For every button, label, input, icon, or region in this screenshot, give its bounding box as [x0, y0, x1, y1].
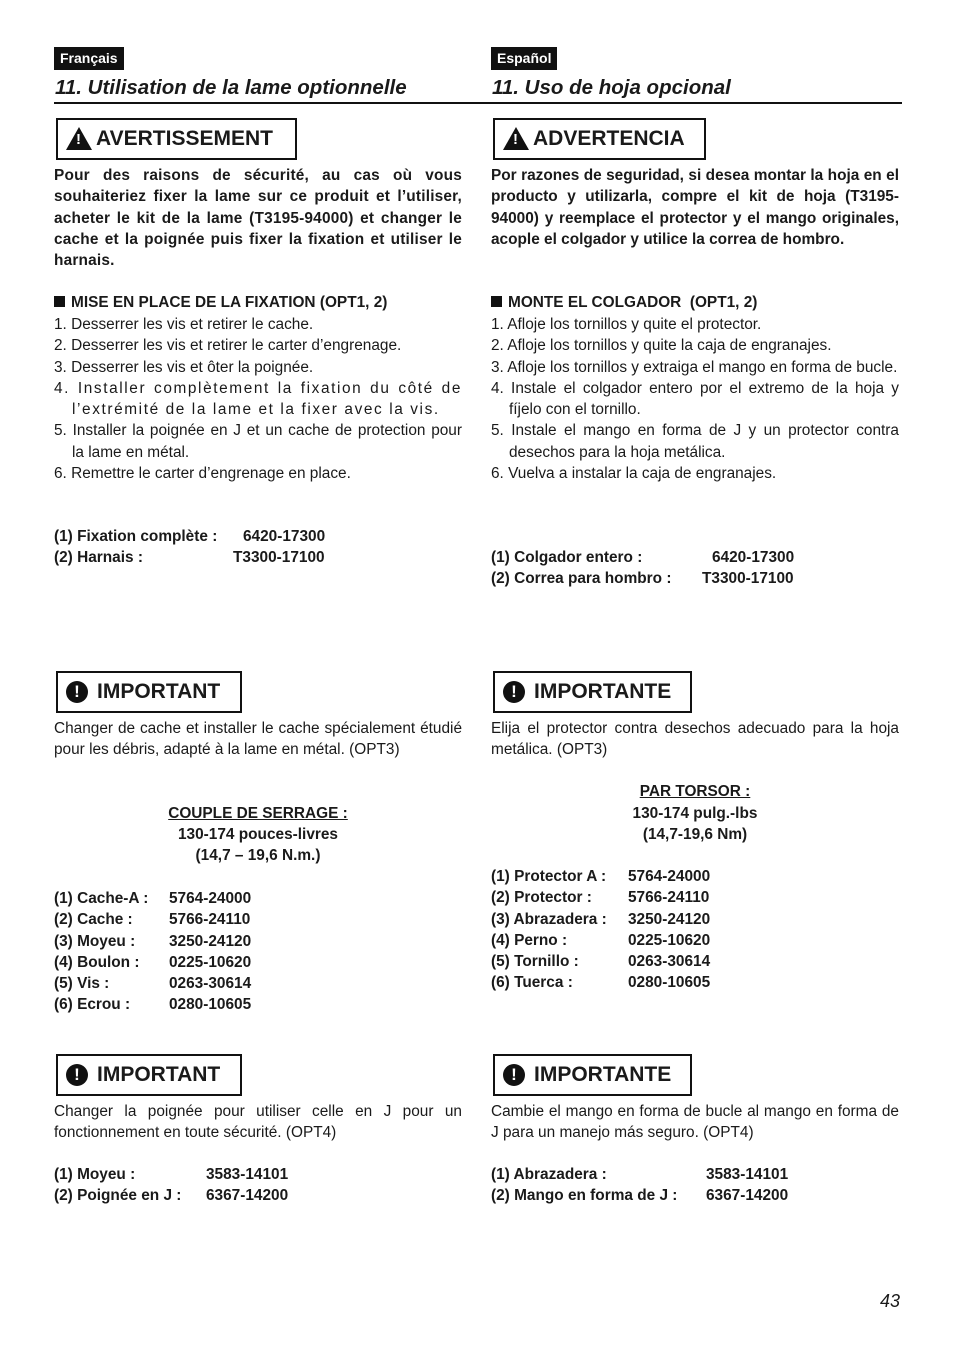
- list-item: 4. Instale el colgador entero por el extremo de la hoja y fíjelo con el tornillo.: [491, 379, 899, 419]
- exclamation-icon: !: [503, 1064, 525, 1086]
- list-item: (6) Ecrou : 0280-10605: [54, 996, 252, 1014]
- list-item: (6) Tuerca : 0280-10605: [491, 974, 711, 992]
- list-item: (1) Fixation complète : 6420-17300: [54, 528, 326, 545]
- torque-value-metric: (14,7 – 19,6 N.m.): [195, 847, 321, 864]
- spanish-column: [491, 0, 901, 1348]
- list-item: 3. Afloje los tornillos y extraiga el mango en forma de bucle.: [491, 358, 898, 376]
- important-box: [493, 671, 692, 713]
- important-box: [493, 1054, 692, 1096]
- warning-icon: [503, 127, 529, 150]
- list-item: 2. Desserrer les vis et retirer le carter d’engrenage.: [54, 337, 402, 355]
- list-item: 1. Desserrer les vis et retirer le cache.: [54, 316, 314, 333]
- important-text: Changer de cache et installer le cache spécialement étudié pour les débris, adapté à la lame en métal. (OPT3): [54, 720, 462, 759]
- list-item: (2) Harnais : T3300-17100: [54, 549, 325, 567]
- parts-list-2: [54, 888, 462, 1016]
- list-item: (1) Cache-A : 5764-24000: [54, 890, 252, 907]
- parts-list-1: [54, 526, 462, 569]
- list-item: (5) Vis : 0263-30614: [54, 975, 252, 993]
- parts-list-3: [491, 1164, 899, 1207]
- list-item: (3) Abrazadera : 3250-24120: [491, 910, 711, 928]
- important-box: [56, 1054, 242, 1096]
- list-item: (1) Protector A : 5764-24000: [491, 868, 711, 885]
- important-text: Elija el protector contra desechos adecuado para la hoja metálica. (OPT3): [491, 720, 899, 759]
- warning-icon: [66, 127, 92, 150]
- list-item: (1) Abrazadera : 3583-14101: [491, 1166, 789, 1183]
- parts-list-2: [491, 866, 899, 994]
- important-label: IMPORTANTE: [534, 680, 672, 703]
- list-item: (3) Moyeu : 3250-24120: [54, 932, 252, 950]
- list-item: (4) Perno : 0225-10620: [491, 931, 711, 949]
- list-item: (2) Correa para hombro : T3300-17100: [491, 570, 794, 588]
- important-text: Cambie el mango en forma de bucle al mango en forma de J para un manejo más seguro. (OPT4): [491, 1103, 899, 1142]
- parts-list-3: [54, 1164, 462, 1207]
- list-item: 3. Desserrer les vis et ôter la poignée.: [54, 358, 314, 376]
- exclamation-icon: !: [503, 681, 525, 703]
- warning-box: [56, 118, 297, 160]
- list-item: 4. Installer complètement la fixation du côté de l’extrémité de la lame et la fixer avec la vis.: [54, 379, 462, 419]
- list-item: 5. Instale el mango en forma de J y un protector contra desechos para la hoja metálica.: [491, 422, 899, 461]
- list-item: (2) Poignée en J : 6367-14200: [54, 1187, 289, 1205]
- section-title: 11. Uso de hoja opcional: [492, 76, 731, 99]
- warning-label: ADVERTENCIA: [533, 127, 685, 150]
- torque-value-metric: (14,7-19,6 Nm): [642, 826, 748, 843]
- important-text: Changer la poignée pour utiliser celle en J pour un fonctionnement en toute sécurité. (OPT4): [54, 1103, 462, 1142]
- important-label: IMPORTANTE: [534, 1063, 672, 1086]
- list-item: 6. Vuelva a instalar la caja de engranajes.: [491, 465, 777, 483]
- warning-label: AVERTISSEMENT: [96, 127, 273, 150]
- steps-heading: MISE EN PLACE DE LA FIXATION (OPT1, 2): [54, 292, 462, 313]
- list-item: 1. Afloje los tornillos y quite el protector.: [491, 316, 762, 333]
- steps-list: [491, 314, 899, 484]
- square-bullet-icon: [54, 296, 65, 307]
- exclamation-icon: !: [66, 681, 88, 703]
- list-item: (1) Moyeu : 3583-14101: [54, 1166, 289, 1183]
- list-item: (5) Tornillo : 0263-30614: [491, 953, 711, 971]
- list-item: (1) Colgador entero : 6420-17300: [491, 549, 795, 566]
- warning-box: [493, 118, 706, 160]
- warning-text: Por razones de seguridad, si desea montar la hoja en el producto y utilizarla, compre el kit de hoja (T3195-94000) y reemplace el protector y el mango originales, acople el colgador y utilice la correa de hombro.: [491, 167, 899, 248]
- torque-heading: PAR TORSOR :: [639, 783, 751, 800]
- important-label: IMPORTANT: [97, 680, 221, 703]
- list-item: (2) Cache : 5766-24110: [54, 911, 251, 929]
- important-label: IMPORTANT: [97, 1063, 221, 1086]
- list-item: (2) Protector : 5766-24110: [491, 889, 710, 907]
- torque-heading: COUPLE DE SERRAGE :: [168, 805, 348, 822]
- language-tag: Español: [491, 47, 557, 70]
- list-item: 5. Installer la poignée en J et un cache de protection pour la lame en métal.: [54, 422, 462, 461]
- square-bullet-icon: [491, 296, 502, 307]
- exclamation-icon: !: [66, 1064, 88, 1086]
- steps-list: [54, 314, 462, 484]
- list-item: 6. Remettre le carter d’engrenage en place.: [54, 465, 351, 483]
- list-item: 2. Afloje los tornillos y quite la caja de engranajes.: [491, 337, 832, 355]
- steps-heading: MONTE EL COLGADOR (OPT1, 2): [491, 292, 899, 313]
- page-number: 43: [880, 1291, 901, 1311]
- parts-list-1: [491, 547, 899, 590]
- french-column: [54, 0, 464, 1348]
- torque-value: 130-174 pulg.-lbs: [632, 805, 758, 822]
- important-box: [56, 671, 242, 713]
- list-item: (4) Boulon : 0225-10620: [54, 953, 252, 971]
- section-title: 11. Utilisation de la lame optionnelle: [55, 76, 407, 99]
- warning-text: Pour des raisons de sécurité, au cas où vous souhaiteriez fixer la lame sur ce produit et l’utiliser, acheter le kit de la lame (T3195-94000) et changer le cache et la poignée puis fixer la fixation et utiliser le harnais.: [54, 167, 462, 270]
- language-tag: Français: [54, 47, 124, 70]
- list-item: (2) Mango en forma de J : 6367-14200: [491, 1187, 789, 1205]
- torque-value: 130-174 pouces-livres: [178, 826, 338, 843]
